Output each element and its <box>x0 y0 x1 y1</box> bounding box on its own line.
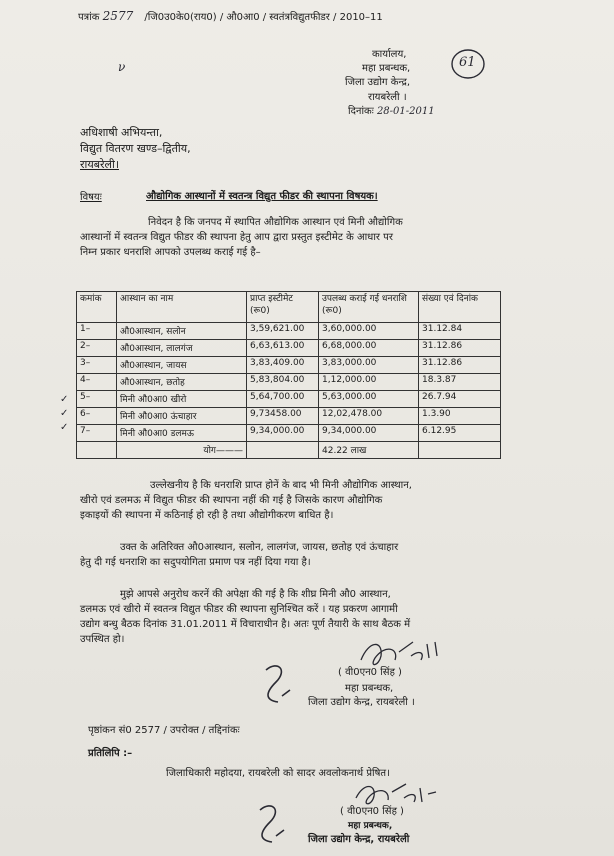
paragraph-line: उल्लेखनीय है कि धनराशि प्राप्त होनें के बाद भी मिनी औद्योगिक आस्थान, <box>150 480 412 491</box>
cell-provided: 3,83,000.00 <box>319 357 419 374</box>
table-row <box>77 340 501 357</box>
handwritten-initial-2 <box>252 800 292 850</box>
cell-estimate: 3,59,621.00 <box>247 323 319 340</box>
paragraph-line: इकाइयों की स्थापना में कठिनाई हो रही है तथा औद्योगीकरण बाधित है। <box>80 510 334 521</box>
subject-label: विषयः <box>80 192 102 203</box>
signatory-designation-2: महा प्रबन्धक, <box>348 821 393 831</box>
tick-mark-icon: ✓ <box>60 422 69 433</box>
paragraph-line: मुझे आपसे अनुरोध करनें की अपेक्षा की गई है कि शीघ्र मिनी औ0 आस्थान, <box>120 589 391 600</box>
letter-number-label: पत्रांक <box>78 12 100 23</box>
date-label: दिनांकः <box>348 106 374 117</box>
signatory-designation-1: महा प्रबन्धक, <box>345 683 394 694</box>
intro-line: निम्न प्रकार धनराशि आपको उपलब्ध कराई गई है– <box>80 247 261 258</box>
signatory-office-2: जिला उद्योग केन्द्र, रायबरेली <box>308 834 410 845</box>
tick-mark-icon: ✓ <box>60 394 69 405</box>
header-estate: आस्थान का नाम <box>117 292 247 323</box>
cell-estimate: 9,34,000.00 <box>247 425 319 442</box>
table-header-row <box>77 292 501 323</box>
cell-sno: 1– <box>77 323 117 340</box>
recipient-line-1: अधिशाषी अभियन्ता, <box>80 126 163 139</box>
tick-mark-icon: ✓ <box>60 408 69 419</box>
paragraph-line: उपस्थित हो। <box>80 634 125 645</box>
cell-sno: 6– <box>77 408 117 425</box>
cell-provided: 6,68,000.00 <box>319 340 419 357</box>
cell-provided: 5,63,000.00 <box>319 391 419 408</box>
cell-empty <box>77 442 117 459</box>
date-value-handwritten: 28-01-2011 <box>376 106 435 117</box>
paragraph-utilization-certificate <box>80 540 498 570</box>
cell-provided: 12,02,478.00 <box>319 408 419 425</box>
table-row <box>77 357 501 374</box>
cell-total-label: योग——— <box>117 442 247 459</box>
table-total-row <box>77 442 501 459</box>
subject-text: औद्योगिक आस्थानों में स्वतन्त्र विद्युत फीडर की स्थापना विषयक। <box>146 191 378 202</box>
recipient-line-3: रायबरेली। <box>80 158 119 171</box>
cell-empty <box>419 442 501 459</box>
table-row <box>77 391 501 408</box>
cell-estate: औ0आस्थान, छतोह <box>117 374 247 391</box>
sender-city: रायबरेली । <box>368 92 407 103</box>
header-provided: उपलब्ध कराई गई धनराशि (रू0) <box>319 292 419 323</box>
paragraph-line: डलमऊ एवं खीरो में स्वतन्त्र विद्युत फीडर की स्थापना सुनिश्चित करें । यह प्रकरण आगामी <box>80 604 398 615</box>
cell-sno: 5– <box>77 391 117 408</box>
paragraph-line: खीरो एवं डलमऊ में विद्युत फीडर की स्थापना नहीं की गई है जिसके कारण औद्योगिक <box>80 495 383 506</box>
table-row <box>77 425 501 442</box>
cell-estate: औ0आस्थान, जायस <box>117 357 247 374</box>
cell-sno: 4– <box>77 374 117 391</box>
copy-recipient-text: जिलाधिकारी महोदया, रायबरेली को सादर अवलोकनार्थ प्रेषित। <box>166 768 390 779</box>
cell-provided: 9,34,000.00 <box>319 425 419 442</box>
cell-total-value: 42.22 लाख <box>319 442 419 459</box>
cell-number-date: 6.12.95 <box>419 425 501 442</box>
sender-designation: महा प्रबन्धक, <box>362 63 411 74</box>
header-sno: कमांक <box>77 292 117 323</box>
cell-estimate: 9,73458.00 <box>247 408 319 425</box>
letter-number-handwritten: 2577 <box>102 9 134 23</box>
circled-page-number: 61 <box>459 55 476 70</box>
cell-sno: 2– <box>77 340 117 357</box>
paragraph-line: उद्योग बन्धु बैठक दिनांक 31.01.2011 में विचाराधीन है। अतः पूर्ण तैयारी के साथ बैठक में <box>80 619 411 630</box>
cell-estimate: 5,83,804.00 <box>247 374 319 391</box>
cell-sno: 3– <box>77 357 117 374</box>
signatory-name-2: ( वी0एन0 सिंह ) <box>340 806 404 817</box>
intro-line: आस्थानों में स्वतन्त्र विद्युत फीडर की स्थापना हेतु आप द्वारा प्रस्तुत इस्टीमेट के आधार पर <box>80 232 393 243</box>
sender-office: कार्यालय, <box>372 49 407 60</box>
cell-empty <box>247 442 319 459</box>
table-row <box>77 408 501 425</box>
header-estimate: प्राप्त इस्टीमेट (रू0) <box>247 292 319 323</box>
cell-sno: 7– <box>77 425 117 442</box>
intro-paragraph <box>80 215 498 260</box>
cell-estate: मिनी औ0आ0 डलमऊ <box>117 425 247 442</box>
margin-scribble: ν <box>118 60 126 74</box>
cell-estate: औ0आस्थान, लालगंज <box>117 340 247 357</box>
cell-estimate: 3,83,409.00 <box>247 357 319 374</box>
handwritten-initial-1 <box>258 660 298 710</box>
signatory-name-1: ( वी0एन0 सिंह ) <box>338 667 402 678</box>
letter-number-line <box>78 9 383 23</box>
sender-date <box>348 103 435 117</box>
letter-reference: /जि0उ0के0(राय0) / औ0आ0 / स्वतंत्रविद्युतफीडर / 2010–11 <box>144 12 383 23</box>
signatory-office-1: जिला उद्योग केन्द्र, रायबरेली । <box>308 697 415 708</box>
cell-number-date: 1.3.90 <box>419 408 501 425</box>
header-number-date: संख्या एवं दिनांक <box>419 292 501 323</box>
cell-estimate: 5,64,700.00 <box>247 391 319 408</box>
table-row <box>77 323 501 340</box>
cell-number-date: 31.12.86 <box>419 340 501 357</box>
cell-estate: मिनी औ0आ0 ऊंचाहार <box>117 408 247 425</box>
table-row <box>77 374 501 391</box>
paragraph-pending-feeders <box>80 478 498 523</box>
cell-provided: 1,12,000.00 <box>319 374 419 391</box>
cell-provided: 3,60,000.00 <box>319 323 419 340</box>
cell-number-date: 26.7.94 <box>419 391 501 408</box>
fund-allocation-table <box>76 291 501 459</box>
recipient-line-2: विद्युत वितरण खण्ड–द्वितीय, <box>80 142 191 155</box>
cell-estate: मिनी औ0आ0 खीरो <box>117 391 247 408</box>
cell-number-date: 31.12.86 <box>419 357 501 374</box>
cell-estimate: 6,63,613.00 <box>247 340 319 357</box>
sender-department: जिला उद्योग केन्द्र, <box>345 77 410 88</box>
cell-number-date: 18.3.87 <box>419 374 501 391</box>
cell-number-date: 31.12.84 <box>419 323 501 340</box>
copy-label: प्रतिलिपि :– <box>88 748 133 759</box>
endorsement-line: पृष्ठांकन सं0 2577 / उपरोक्त / तद्दिनांकः <box>88 725 240 736</box>
intro-line: निवेदन है कि जनपद में स्थापित औद्योगिक आस्थान एवं मिनी औद्योगिक <box>148 217 403 228</box>
paragraph-line: उक्त के अतिरिक्त औ0आस्थान, सलोन, लालगंज, जायस, छतोह एवं ऊंचाहार <box>120 542 399 553</box>
cell-estate: औ0आस्थान, सलोन <box>117 323 247 340</box>
paragraph-line: हेतु दी गई धनराशि का सदुपयोगिता प्रमाण पत्र नहीं दिया गया है। <box>80 557 311 568</box>
